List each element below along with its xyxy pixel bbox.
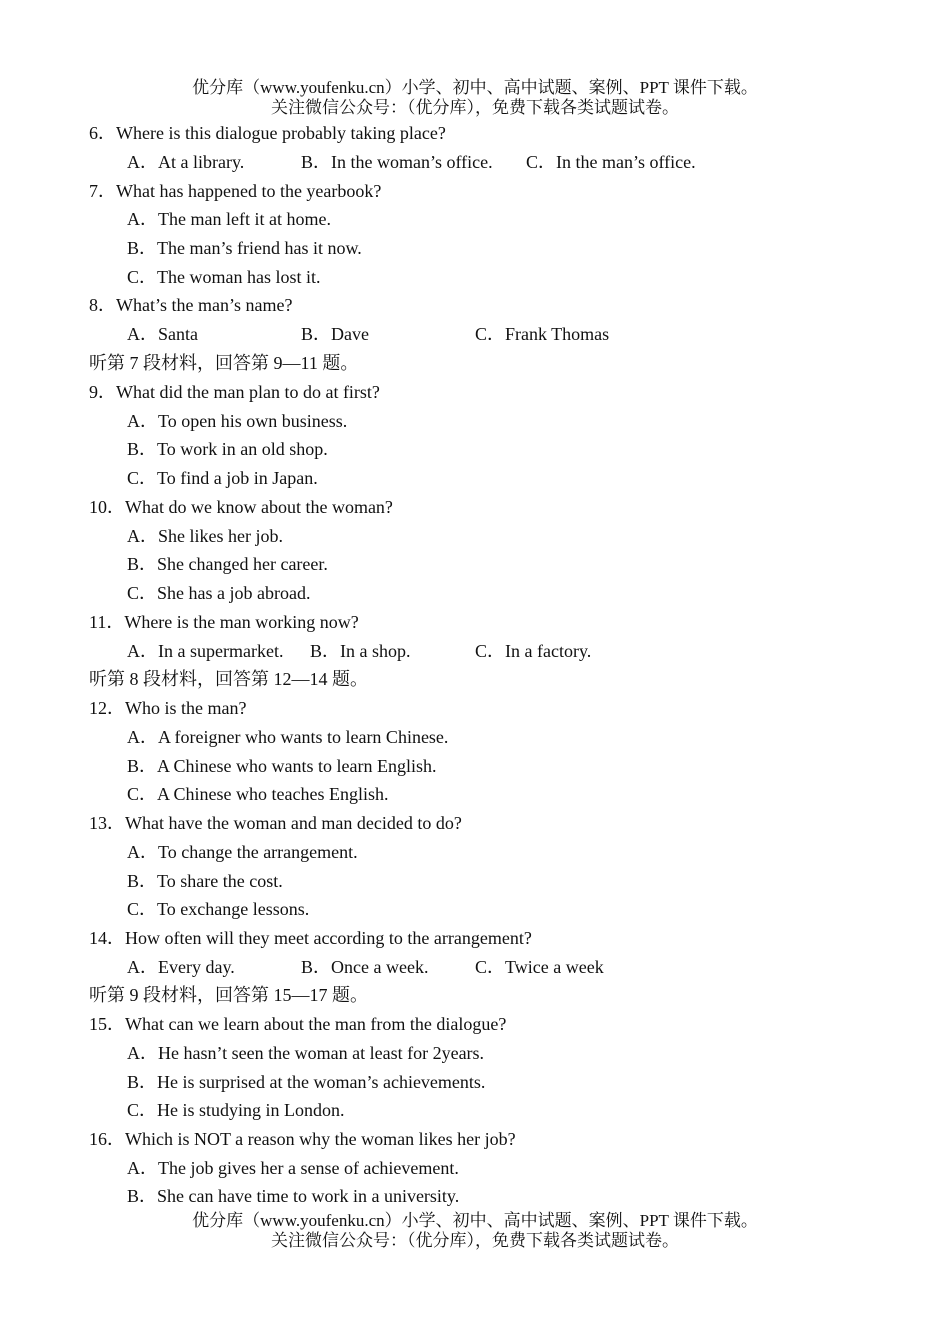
option-b: B．In a shop. (310, 641, 411, 661)
question-15-stem: 15．What can we learn about the man from the dialogue? (89, 1014, 507, 1034)
question-7-option-c: C．The woman has lost it. (127, 267, 321, 287)
section-7-instruction: 听第 7 段材料，回答第 9—11 题。 (89, 353, 359, 373)
question-10-option-a: A．She likes her job. (127, 526, 283, 546)
option-a: A．At a library. (127, 152, 245, 172)
question-16-stem: 16．Which is NOT a reason why the woman likes her job? (89, 1129, 516, 1149)
question-9-option-b: B．To work in an old shop. (127, 439, 328, 459)
option-a: A．Santa (127, 324, 198, 344)
question-10-option-b: B．She changed her career. (127, 554, 328, 574)
question-12-option-b: B．A Chinese who wants to learn English. (127, 756, 437, 776)
footer-wechat-line: 关注微信公众号：（优分库），免费下载各类试题试卷。 (271, 1231, 679, 1250)
question-15-option-c: C．He is studying in London. (127, 1100, 345, 1120)
question-12-stem: 12．Who is the man? (89, 698, 247, 718)
question-6-stem: 6．Where is this dialogue probably taking place? (89, 123, 446, 143)
option-a: A．Every day. (127, 957, 235, 977)
section-8-instruction: 听第 8 段材料，回答第 12—14 题。 (89, 669, 368, 689)
question-13-option-a: A．To change the arrangement. (127, 842, 358, 862)
option-b: B．Once a week. (301, 957, 429, 977)
option-b: B．Dave (301, 324, 369, 344)
question-8-stem: 8．What’s the man’s name? (89, 295, 293, 315)
header-wechat-line: 关注微信公众号：（优分库），免费下载各类试题试卷。 (271, 98, 679, 117)
question-7-option-a: A．The man left it at home. (127, 209, 331, 229)
question-9-stem: 9．What did the man plan to do at first? (89, 382, 380, 402)
option-b: B．In the woman’s office. (301, 152, 493, 172)
question-12-option-a: A．A foreigner who wants to learn Chinese. (127, 727, 449, 747)
option-c: C．In a factory. (475, 641, 592, 661)
option-c: C．Twice a week (475, 957, 604, 977)
question-7-stem: 7．What has happened to the yearbook? (89, 181, 382, 201)
question-15-option-b: B．He is surprised at the woman’s achievements. (127, 1072, 486, 1092)
question-13-option-b: B．To share the cost. (127, 871, 283, 891)
question-13-option-c: C．To exchange lessons. (127, 899, 310, 919)
question-9-option-c: C．To find a job in Japan. (127, 468, 318, 488)
question-13-stem: 13．What have the woman and man decided to do? (89, 813, 462, 833)
question-16-option-b: B．She can have time to work in a university. (127, 1186, 460, 1206)
question-10-option-c: C．She has a job abroad. (127, 583, 311, 603)
question-16-option-a: A．The job gives her a sense of achievement. (127, 1158, 459, 1178)
header-site-line: 优分库（www.youfenku.cn）小学、初中、高中试题、案例、PPT 课件下载。 (192, 78, 758, 97)
question-11-stem: 11．Where is the man working now? (89, 612, 359, 632)
question-14-stem: 14．How often will they meet according to the arrangement? (89, 928, 532, 948)
footer-site-line: 优分库（www.youfenku.cn）小学、初中、高中试题、案例、PPT 课件下载。 (192, 1211, 758, 1230)
option-a: A．In a supermarket. (127, 641, 284, 661)
question-9-option-a: A．To open his own business. (127, 411, 348, 431)
option-c: C．In the man’s office. (526, 152, 696, 172)
question-15-option-a: A．He hasn’t seen the woman at least for 2years. (127, 1043, 485, 1063)
section-9-instruction: 听第 9 段材料，回答第 15—17 题。 (89, 985, 368, 1005)
question-12-option-c: C．A Chinese who teaches English. (127, 784, 389, 804)
question-10-stem: 10．What do we know about the woman? (89, 497, 393, 517)
question-7-option-b: B．The man’s friend has it now. (127, 238, 362, 258)
option-c: C．Frank Thomas (475, 324, 610, 344)
